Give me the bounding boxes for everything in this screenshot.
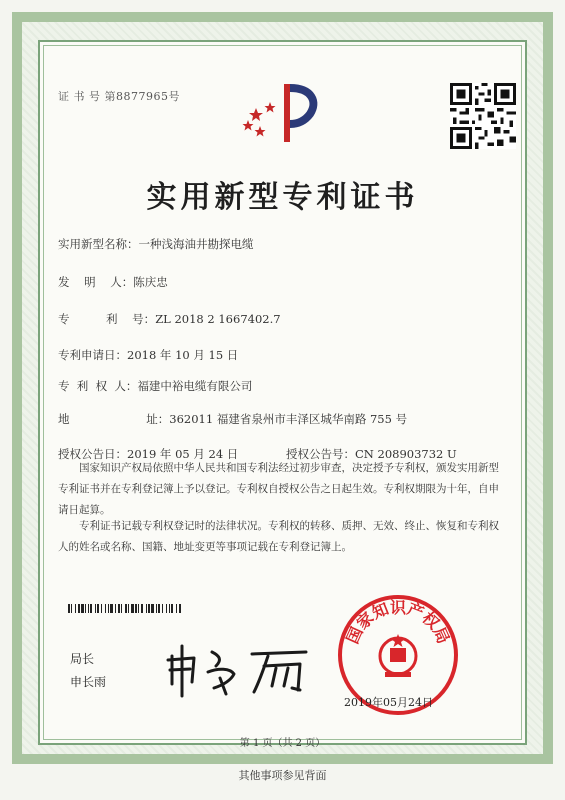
- announcement-number-label: 授权公告号：: [286, 447, 355, 461]
- inventor-row: [58, 274, 168, 290]
- director-title: 局长: [70, 652, 95, 666]
- barcode-icon: [68, 604, 276, 613]
- grant-statement-paragraph: 国家知识产权局依照中华人民共和国专利法经过初步审查，决定授予专利权，颁发实用新型专利证书并在专利登记簿上予以登记。专利权自授权公告之日起生效。专利权期限为十年，自申请日起算。: [58, 462, 499, 516]
- patentee-label: 专 利 权 人：: [58, 379, 138, 393]
- director-name: 申长雨: [70, 675, 107, 689]
- filing-date-row: [58, 347, 238, 363]
- seal-date: 2019年05月24日: [344, 696, 433, 709]
- signature-icon: [160, 638, 320, 698]
- utility-model-name-value: 一种浅海油井勘探电缆: [138, 237, 254, 251]
- qr-code-icon: [450, 83, 516, 149]
- back-page-note: 其他事项参见背面: [238, 769, 327, 782]
- filing-date-value: 2018 年 10 月 15 日: [127, 348, 239, 362]
- inventor-value: 陈庆忠: [133, 275, 168, 289]
- certificate-title: 实用新型专利证书: [146, 180, 419, 215]
- patent-number-label: 专 利 号：: [58, 312, 156, 326]
- patent-number-row: [58, 311, 281, 327]
- patent-logo-icon: [240, 80, 330, 148]
- announcement-date-value: 2019 年 05 月 24 日: [127, 447, 239, 461]
- filing-date-label: 专利申请日：: [58, 348, 127, 362]
- utility-model-name-label: 实用新型名称：: [58, 237, 139, 251]
- address-row: [58, 411, 407, 427]
- patentee-value: 福建中裕电缆有限公司: [137, 379, 253, 393]
- seal-arc-text: 国家知识产权局: [342, 597, 454, 647]
- certificate-number: 证 书 号 第8877965号: [58, 90, 180, 103]
- patentee-row: [58, 378, 252, 394]
- patent-number-value: ZL 2018 2 1667402.7: [155, 312, 281, 326]
- announcement-date-label: 授权公告日：: [58, 447, 127, 461]
- address-label: 地 址：: [58, 412, 170, 426]
- legal-status-paragraph: 专利证书记载专利权登记时的法律状况。专利权的转移、质押、无效、终止、恢复和专利权人的姓名或名称、国籍、地址变更等事项记载在专利登记簿上。: [58, 520, 499, 553]
- inventor-label: 发 明 人：: [58, 275, 134, 289]
- address-value: 362011 福建省泉州市丰泽区城华南路 755 号: [169, 412, 408, 426]
- page-indicator: 第 1 页（共 2 页）: [239, 738, 326, 749]
- announcement-number-value: CN 208903732 U: [355, 447, 457, 461]
- utility-model-name-row: [58, 236, 254, 252]
